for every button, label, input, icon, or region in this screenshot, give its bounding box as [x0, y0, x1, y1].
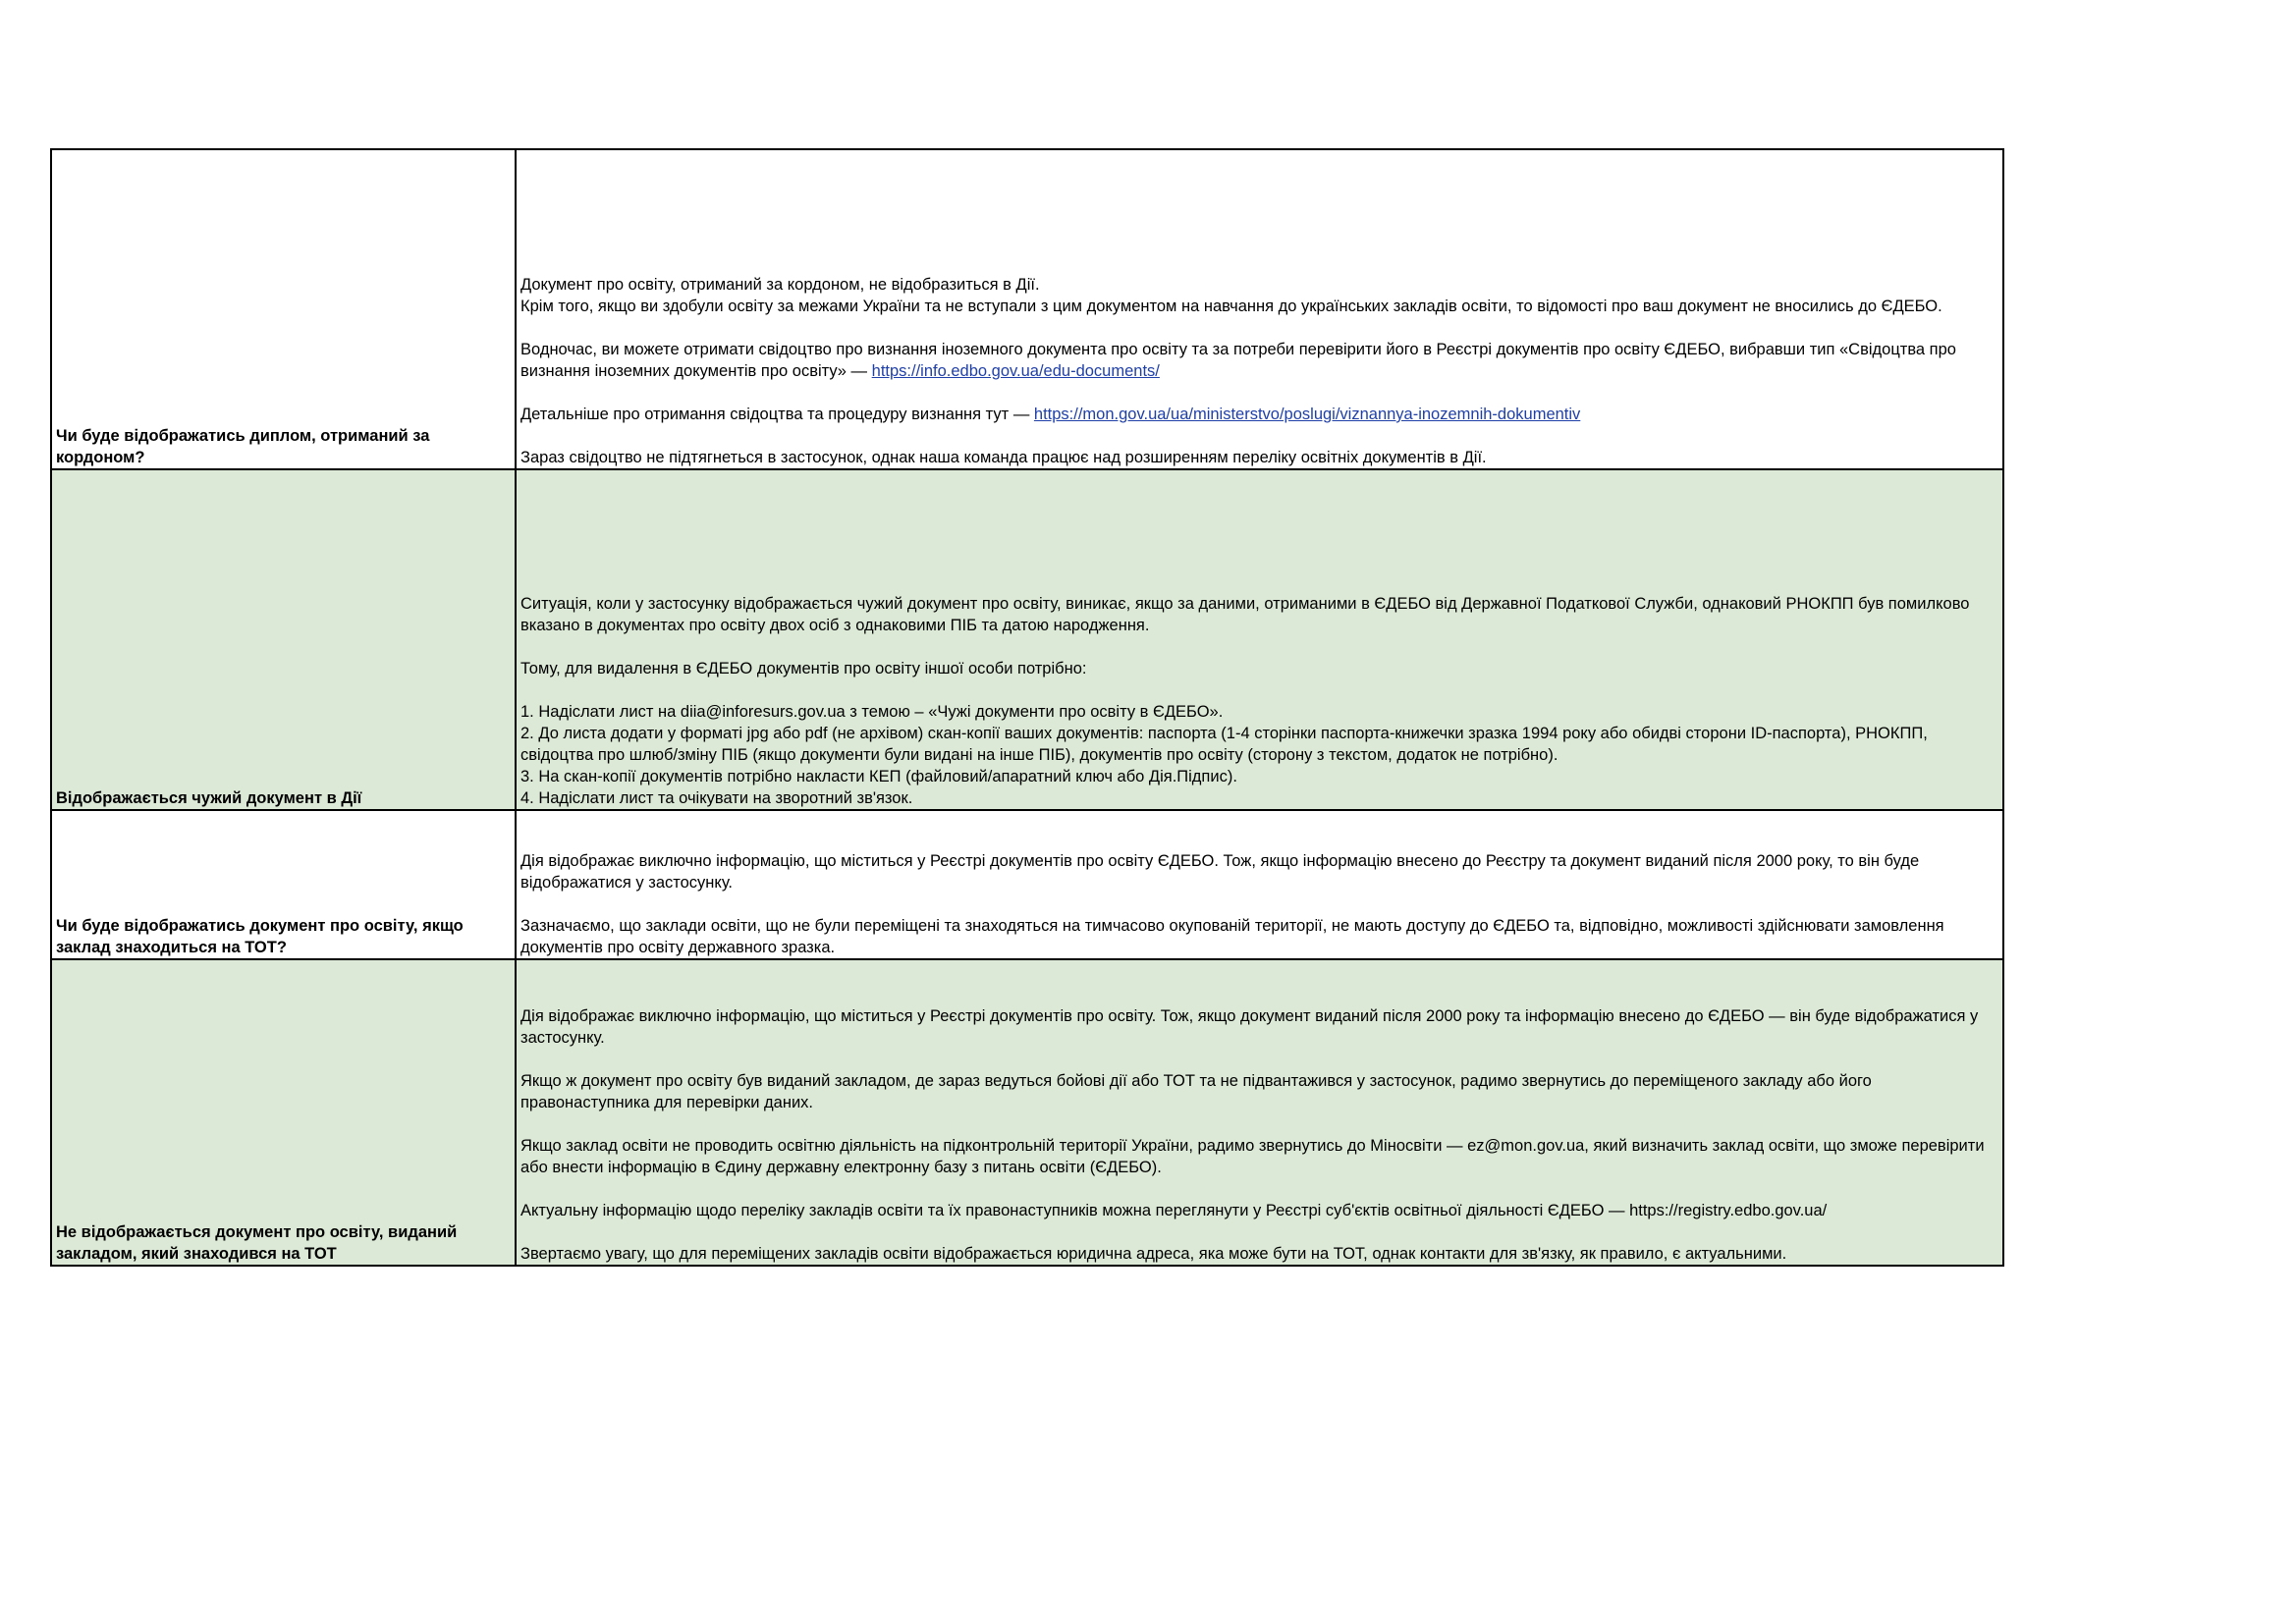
question-cell: Чи буде відображатись диплом, отриманий за кордоном? — [51, 149, 516, 469]
answer-cell — [516, 149, 2003, 469]
answer-cell — [516, 810, 2003, 959]
answer-cell — [516, 959, 2003, 1266]
question-cell: Відображається чужий документ в Дії — [51, 469, 516, 810]
mon-recognition-link[interactable]: https://mon.gov.ua/ua/ministerstvo/poslugi/viznannya-inozemnih-dokumentiv — [1033, 406, 1581, 423]
answer-text: Водночас, ви можете отримати свідоцтво про визнання іноземного документа про освіту та за потреби перевірити його в Реєстрі документів про освіту ЄДЕБО, вибравши тип «Свідоцтва про визнання іноземних документів про освіту» — — [520, 341, 1956, 380]
answer-step: 2. До листа додати у форматі jpg або pdf (не архівом) скан-копії ваших документів: паспорта (1-4 сторінки паспорта-книжечки зразка 1994 року або обидві сторони ID-паспорта), РНОКПП, свідоцтва про шлюб/зміну ПІБ (якщо документи були видані на інше ПІБ), документів про освіту (сторону з текстом, додаток не потрібно). — [520, 725, 1928, 764]
answer-paragraph: Звертаємо увагу, що для переміщених закладів освіти відображається юридична адреса, яка може бути на ТОТ, однак контакти для зв'язку, як правило, є актуальними. — [520, 1245, 1787, 1263]
answer-paragraph: Зараз свідоцтво не підтягнеться в застосунок, однак наша команда працює над розширенням переліку освітніх документів в Дії. — [520, 449, 1487, 466]
faq-table — [50, 148, 2004, 1267]
answer-paragraph: Дія відображає виключно інформацію, що міститься у Реєстрі документів про освіту. Тож, якщо документ виданий після 2000 року та інформацію внесено до ЄДЕБО — він буде відображатися у застосунку. — [520, 1007, 1979, 1047]
faq-row — [51, 810, 2003, 959]
answer-paragraph: Якщо заклад освіти не проводить освітню діяльність на підконтрольній території України, радимо звернутись до Міносвіти — ez@mon.gov.ua, який визначить заклад освіти, що зможе перевірити або внести інформацію в Єдину державну електронну базу з питань освіти (ЄДЕБО). — [520, 1137, 1985, 1176]
answer-text: Детальніше про отримання свідоцтва та процедуру визнання тут — — [520, 406, 1034, 423]
faq-row — [51, 149, 2003, 469]
question-cell: Не відображається документ про освіту, виданий закладом, який знаходився на ТОТ — [51, 959, 516, 1266]
question-cell: Чи буде відображатись документ про освіту, якщо заклад знаходиться на ТОТ? — [51, 810, 516, 959]
answer-paragraph: Актуальну інформацію щодо переліку закладів освіти та їх правонаступників можна переглянути у Реєстрі суб'єктів освітньої діяльності ЄДЕБО — https://registry.edbo.gov.ua/ — [520, 1202, 1828, 1219]
answer-step: 3. На скан-копії документів потрібно накласти КЕП (файловий/апаратний ключ або Дія.Підпис). — [520, 768, 1237, 785]
answer-paragraph: Якщо ж документ про освіту був виданий закладом, де зараз ведуться бойові дії або ТОТ та не підвантажився у застосунок, радимо звернутись до переміщеного закладу або його правонаступника для перевірки даних. — [520, 1072, 1872, 1111]
answer-paragraph: Ситуація, коли у застосунку відображається чужий документ про освіту, виникає, якщо за даними, отриманими в ЄДЕБО від Державної Податкової Служби, однаковий РНОКПП був помилково вказано в документах про освіту двох осіб з однаковими ПІБ та датою народження. — [520, 595, 1970, 634]
edbo-documents-link[interactable]: https://info.edbo.gov.ua/edu-documents/ — [871, 362, 1160, 380]
answer-cell — [516, 469, 2003, 810]
answer-paragraph: Дія відображає виключно інформацію, що міститься у Реєстрі документів про освіту ЄДЕБО. Тож, якщо інформацію внесено до Реєстру та документ виданий після 2000 року, то він буде відображатися у застосунку. — [520, 852, 1920, 892]
answer-paragraph: Крім того, якщо ви здобули освіту за межами України та не вступали з цим документом на навчання до українських закладів освіти, то відомості про ваш документ не вносились до ЄДЕБО. — [520, 298, 1942, 315]
faq-row — [51, 469, 2003, 810]
answer-paragraph — [520, 404, 1995, 425]
answer-paragraph: Тому, для видалення в ЄДЕБО документів про освіту іншої особи потрібно: — [520, 660, 1087, 677]
answer-paragraph — [520, 339, 1995, 382]
faq-row — [51, 959, 2003, 1266]
answer-step: 4. Надіслати лист та очікувати на зворотний зв'язок. — [520, 789, 913, 807]
answer-paragraph: Зазначаємо, що заклади освіти, що не були переміщені та знаходяться на тимчасово окупованій території, не мають доступу до ЄДЕБО та, відповідно, можливості здійснювати замовлення документів про освіту державного зразка. — [520, 917, 1944, 956]
answer-paragraph: Документ про освіту, отриманий за кордоном, не відобразиться в Дії. — [520, 276, 1040, 294]
answer-step: 1. Надіслати лист на diia@inforesurs.gov.ua з темою – «Чужі документи про освіту в ЄДЕБО». — [520, 703, 1224, 721]
